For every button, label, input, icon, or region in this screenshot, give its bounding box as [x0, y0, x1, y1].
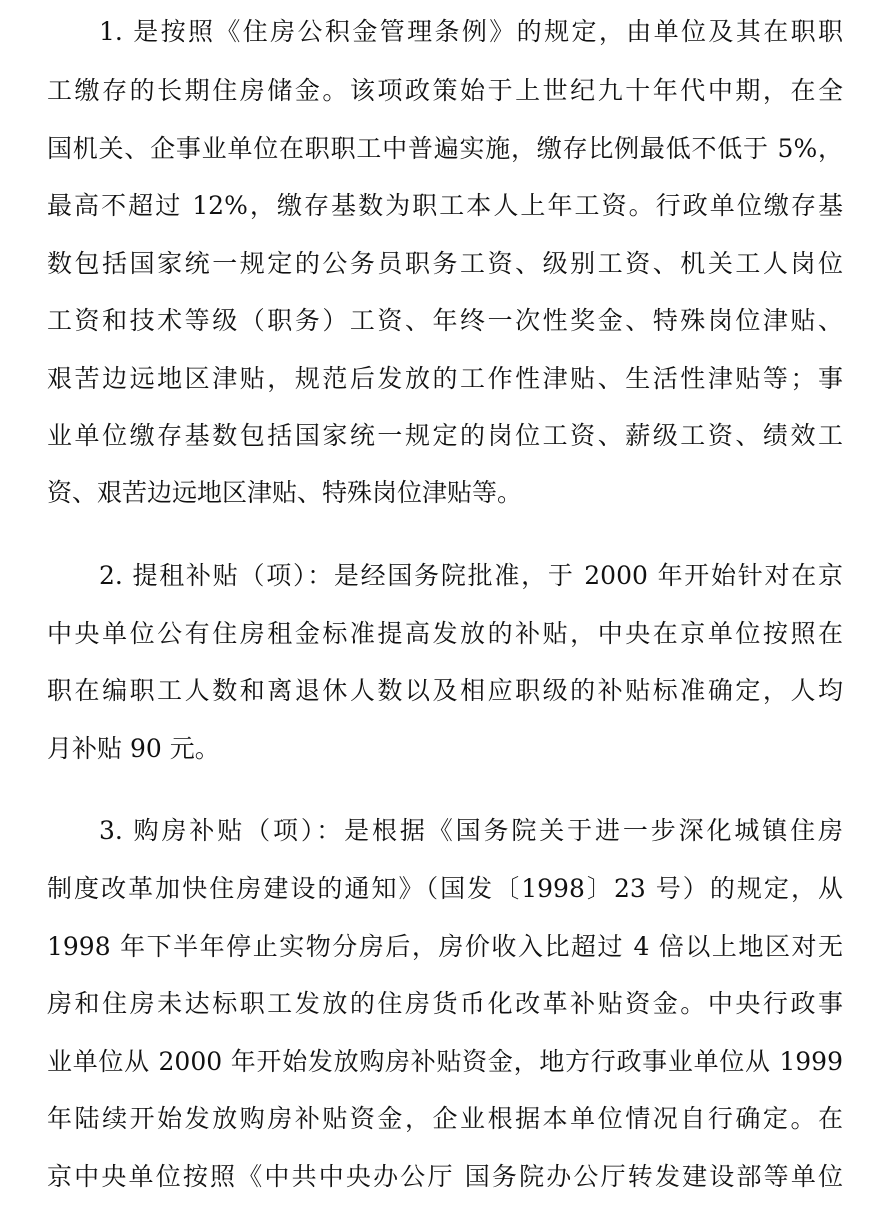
text-line: 数包括国家统一规定的公务员职务工资、级别工资、机关工人岗位 — [47, 249, 843, 278]
text-line: 月补贴 90 元。 — [47, 734, 220, 763]
text-line: 3. 购房补贴（项）：是根据《国务院关于进一步深化城镇住房 — [99, 816, 843, 845]
text-line: 中央单位公有住房租金标准提高发放的补贴，中央在京单位按照在 — [47, 619, 843, 648]
text-line: 1. 是按照《住房公积金管理条例》的规定，由单位及其在职职 — [99, 17, 843, 46]
text-line: 制度改革加快住房建设的通知》（国发〔1998〕23 号）的规定，从 — [47, 874, 843, 903]
text-line: 京中央单位按照《中共中央办公厅 国务院办公厅转发建设部等单位 — [47, 1162, 843, 1191]
text-line: 职在编职工人数和离退休人数以及相应职级的补贴标准确定，人均 — [47, 676, 843, 705]
text-line: 艰苦边远地区津贴，规范后发放的工作性津贴、生活性津贴等；事 — [47, 364, 843, 393]
text-line: 1998 年下半年停止实物分房后，房价收入比超过 4 倍以上地区对无 — [47, 932, 843, 961]
text-line: 年陆续开始发放购房补贴资金，企业根据本单位情况自行确定。在 — [47, 1104, 843, 1133]
text-line: 资、艰苦边远地区津贴、特殊岗位津贴等。 — [47, 478, 523, 507]
text-line: 业单位缴存基数包括国家统一规定的岗位工资、薪级工资、绩效工 — [47, 421, 843, 450]
text-line: 国机关、企事业单位在职职工中普遍实施，缴存比例最低不低于 5%， — [47, 134, 843, 163]
text-line: 房和住房未达标职工发放的住房货币化改革补贴资金。中央行政事 — [47, 989, 843, 1018]
text-line: 2. 提租补贴（项）：是经国务院批准，于 2000 年开始针对在京 — [99, 561, 843, 590]
text-line: 工资和技术等级（职务）工资、年终一次性奖金、特殊岗位津贴、 — [47, 306, 843, 335]
text-line: 业单位从 2000 年开始发放购房补贴资金，地方行政事业单位从 1999 — [47, 1047, 843, 1076]
text-line: 最高不超过 12%，缴存基数为职工本人上年工资。行政单位缴存基 — [47, 191, 843, 220]
text-line: 工缴存的长期住房储金。该项政策始于上世纪九十年代中期，在全 — [47, 76, 843, 105]
